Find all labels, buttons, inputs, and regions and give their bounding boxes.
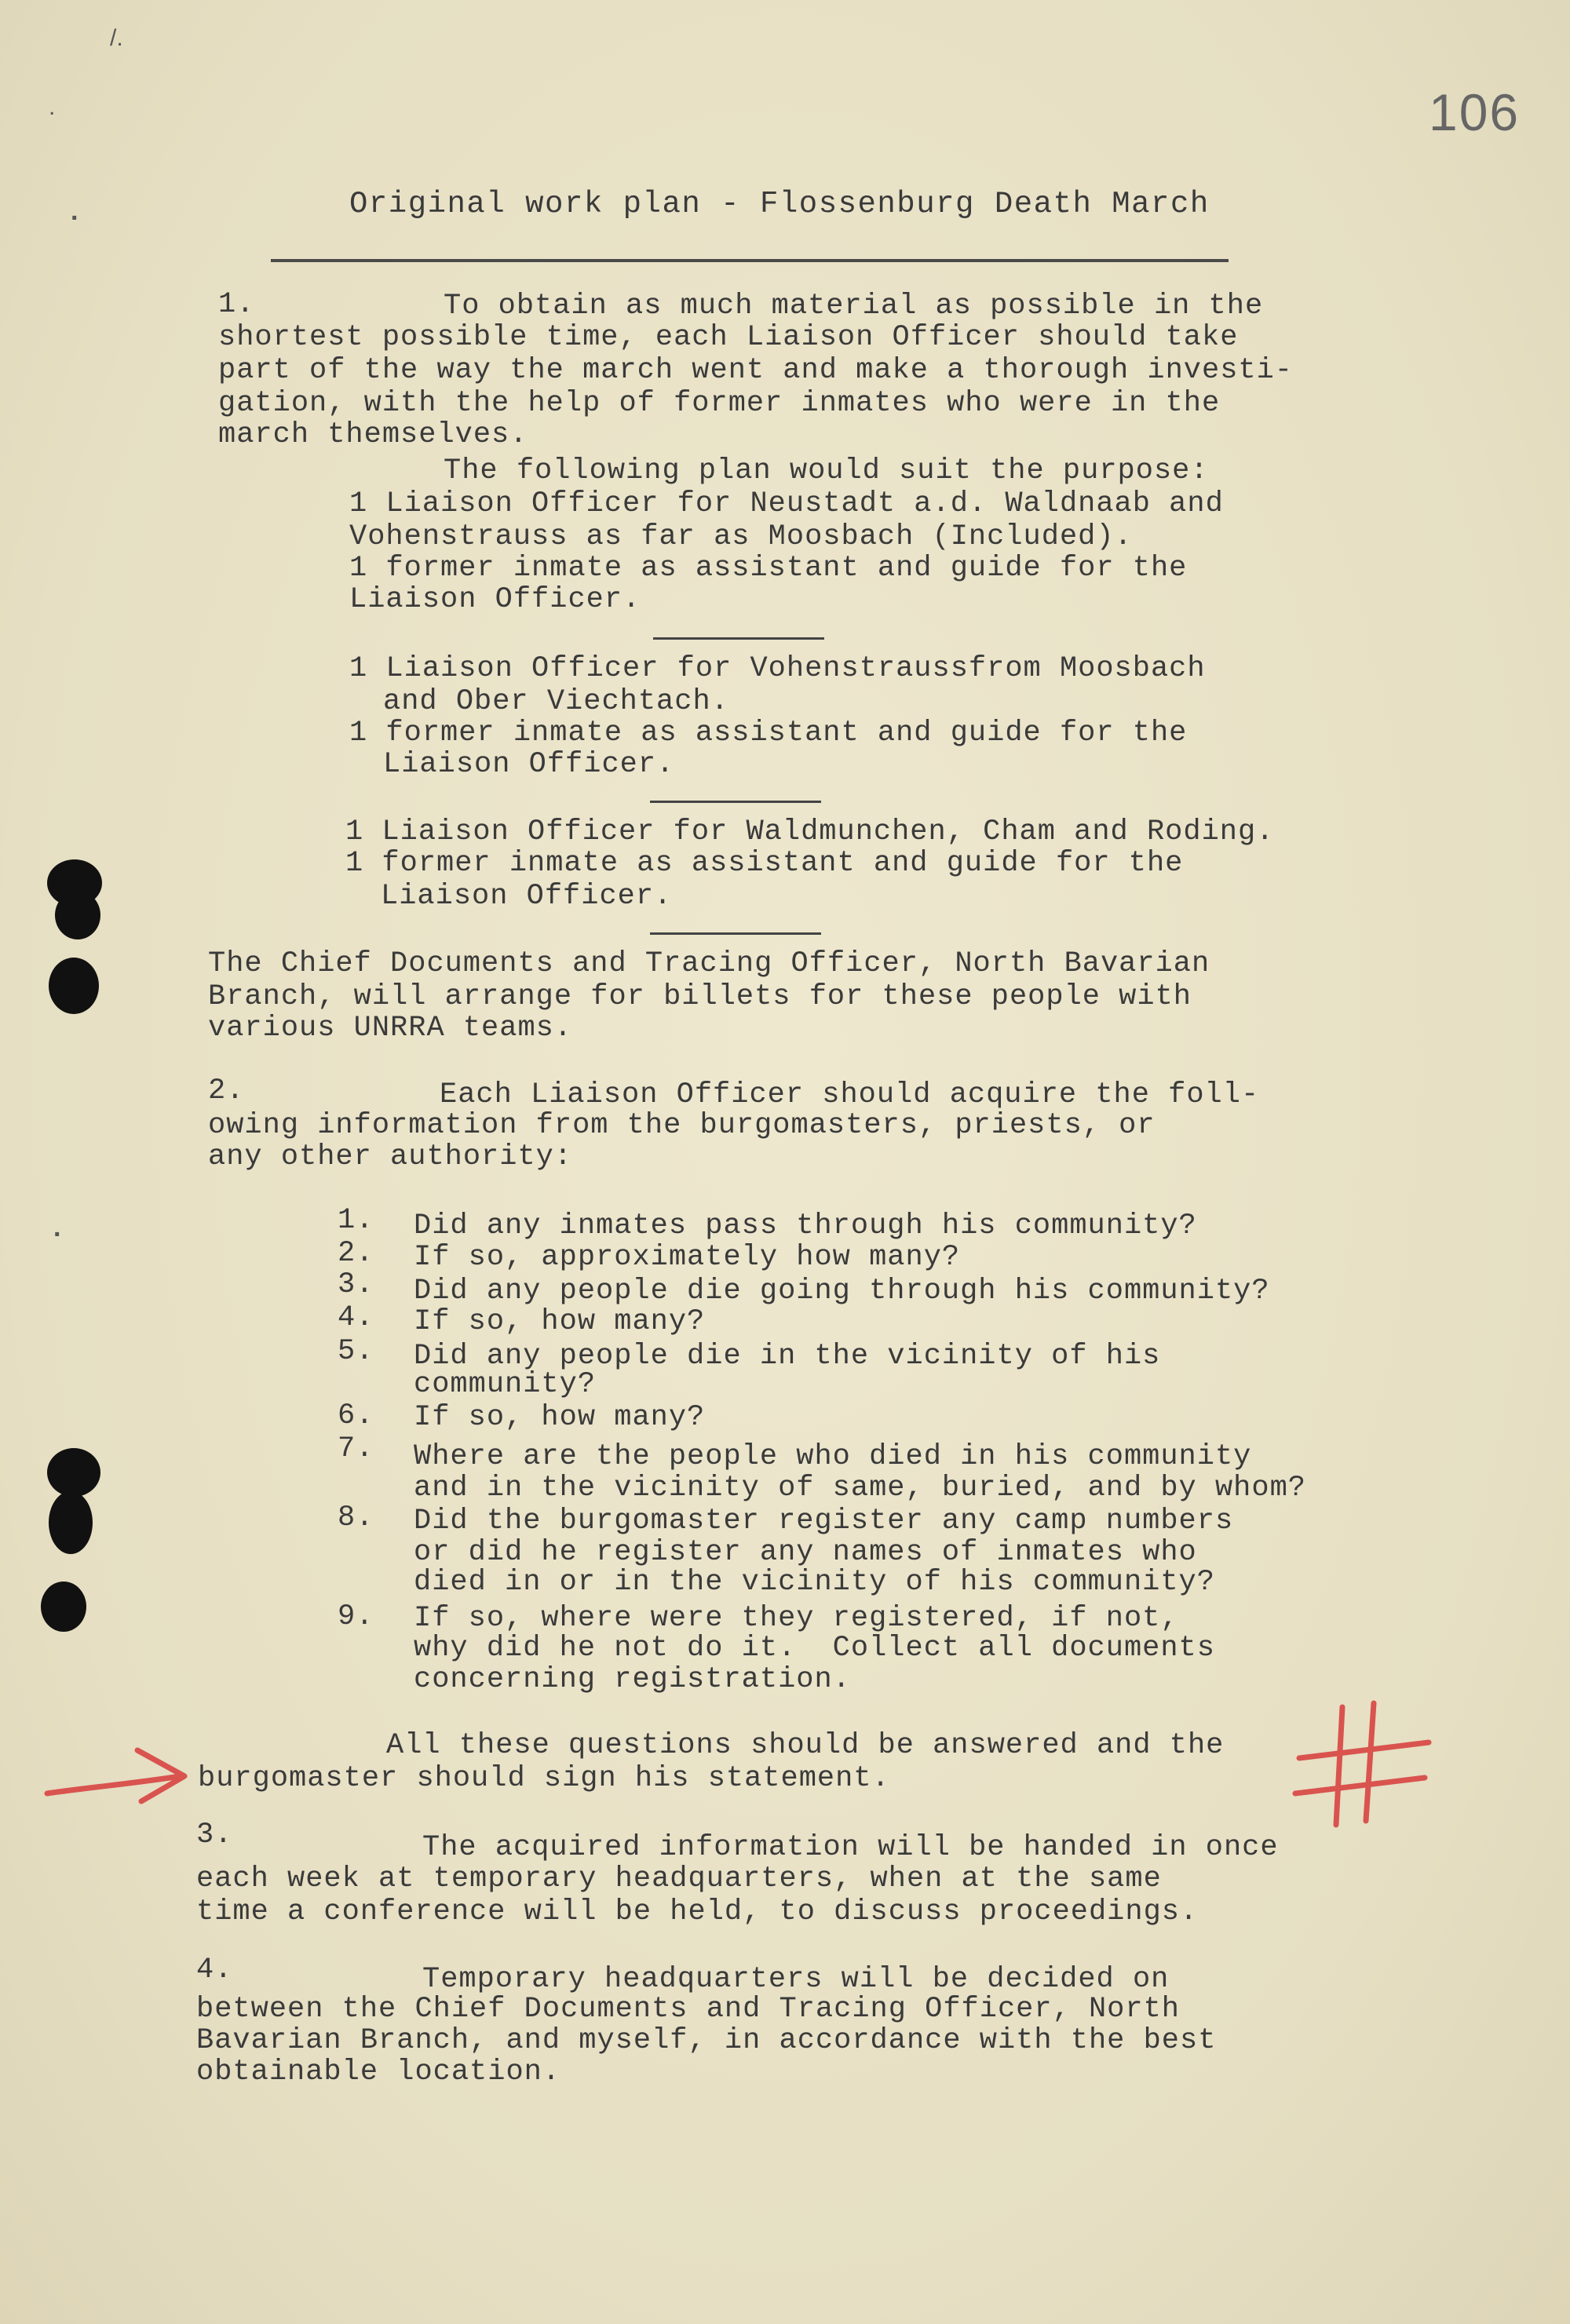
question-line: Did any people die in the vicinity of his (414, 1340, 1161, 1373)
question-line: Did any inmates pass through his community? (414, 1209, 1197, 1242)
question-number: 2. (338, 1237, 374, 1270)
margin-mark: . (71, 196, 78, 226)
question-line: concerning registration. (414, 1663, 851, 1696)
question-line: and in the vicinity of same, buried, and by whom? (414, 1472, 1306, 1505)
team-1-line: 1 former inmate as assistant and guide for the (349, 552, 1188, 585)
para-3-number: 3. (196, 1819, 233, 1852)
separator (653, 637, 824, 640)
para-4-line: obtainable location. (196, 2056, 561, 2089)
billets-line: various UNRRA teams. (208, 1012, 573, 1045)
question-line: If so, how many? (414, 1401, 706, 1434)
question-number: 5. (338, 1335, 374, 1368)
question-line: or did he register any names of inmates who (414, 1536, 1197, 1569)
question-line: If so, how many? (414, 1305, 706, 1338)
margin-mark: . (49, 94, 56, 120)
punch-hole (49, 958, 99, 1014)
page-number: 106 (1429, 83, 1521, 141)
punch-hole (47, 1448, 100, 1497)
para-4-line: Temporary headquarters will be decided on (422, 1963, 1170, 1996)
question-number: 1. (338, 1204, 374, 1237)
red-arrow-annotation (43, 1738, 192, 1809)
question-line: died in or in the vicinity of his community? (414, 1566, 1215, 1599)
question-line: If so, approximately how many? (414, 1241, 961, 1274)
para-4-line: Bavarian Branch, and myself, in accordance with the best (196, 2024, 1217, 2057)
team-3-line: 1 Liaison Officer for Waldmunchen, Cham and Roding. (345, 815, 1275, 848)
question-number: 7. (338, 1432, 374, 1465)
para-1-line: shortest possible time, each Liaison Officer should take (218, 321, 1239, 354)
team-2-line: 1 Liaison Officer for Vohenstraussfrom Moosbach (349, 652, 1206, 685)
question-line: Did the burgomaster register any camp numbers (414, 1505, 1234, 1538)
question-number: 9. (338, 1600, 374, 1633)
question-number: 3. (338, 1268, 374, 1301)
para-2-intro: owing information from the burgomasters, priests, or (208, 1109, 1156, 1142)
team-3-line: Liaison Officer. (381, 880, 673, 913)
margin-mark: . (53, 1213, 61, 1242)
para-3-line: time a conference will be held, to discuss proceedings. (196, 1895, 1199, 1928)
question-number: 4. (338, 1301, 374, 1334)
billets-line: Branch, will arrange for billets for these people with (208, 980, 1192, 1013)
punch-hole (55, 891, 100, 939)
margin-mark: /. (110, 25, 123, 51)
para-2-intro: any other authority: (208, 1140, 573, 1173)
para-1-line: part of the way the march went and make a thorough investi- (218, 354, 1294, 387)
plan-intro: The following plan would suit the purpose: (444, 454, 1209, 487)
billets-line: The Chief Documents and Tracing Officer, North Bavarian (208, 947, 1210, 980)
para-1-line: To obtain as much material as possible in the (444, 290, 1264, 323)
team-2-line: Liaison Officer. (383, 748, 675, 781)
para-2-closing: burgomaster should sign his statement. (198, 1762, 890, 1795)
team-1-line: 1 Liaison Officer for Neustadt a.d. Waldnaab and (349, 487, 1224, 520)
para-2-number: 2. (208, 1074, 245, 1107)
question-line: Did any people die going through his community? (414, 1275, 1270, 1308)
punch-hole (49, 1491, 93, 1554)
team-2-line: 1 former inmate as assistant and guide for the (349, 717, 1188, 750)
para-3-line: each week at temporary headquarters, when at the same (196, 1862, 1162, 1895)
separator (650, 932, 821, 935)
question-number: 6. (338, 1399, 374, 1432)
title-underline (271, 259, 1229, 262)
para-2-intro: Each Liaison Officer should acquire the foll- (440, 1078, 1260, 1111)
para-1-line: gation, with the help of former inmates who were in the (218, 387, 1221, 420)
para-4-number: 4. (196, 1954, 233, 1987)
separator (650, 801, 821, 803)
question-line: community? (414, 1368, 597, 1401)
punch-hole (41, 1582, 86, 1632)
team-3-line: 1 former inmate as assistant and guide for the (345, 847, 1184, 880)
para-3-line: The acquired information will be handed in once (422, 1831, 1279, 1864)
question-line: why did he not do it. Collect all documents (414, 1632, 1215, 1665)
team-2-line: and Ober Viechtach. (383, 685, 729, 718)
red-hash-annotation (1287, 1699, 1437, 1833)
team-1-line: Vohenstrauss as far as Moosbach (Included). (349, 520, 1133, 553)
para-1-line: march themselves. (218, 418, 528, 451)
question-number: 8. (338, 1501, 374, 1534)
question-line: Where are the people who died in his community (414, 1440, 1252, 1473)
question-line: If so, where were they registered, if not, (414, 1602, 1179, 1635)
para-1-number: 1. (218, 288, 255, 321)
page-title: Original work plan - Flossenburg Death March (349, 187, 1210, 221)
para-2-closing: All these questions should be answered and the (386, 1729, 1225, 1762)
team-1-line: Liaison Officer. (349, 583, 641, 616)
para-4-line: between the Chief Documents and Tracing Officer, North (196, 1993, 1180, 2026)
